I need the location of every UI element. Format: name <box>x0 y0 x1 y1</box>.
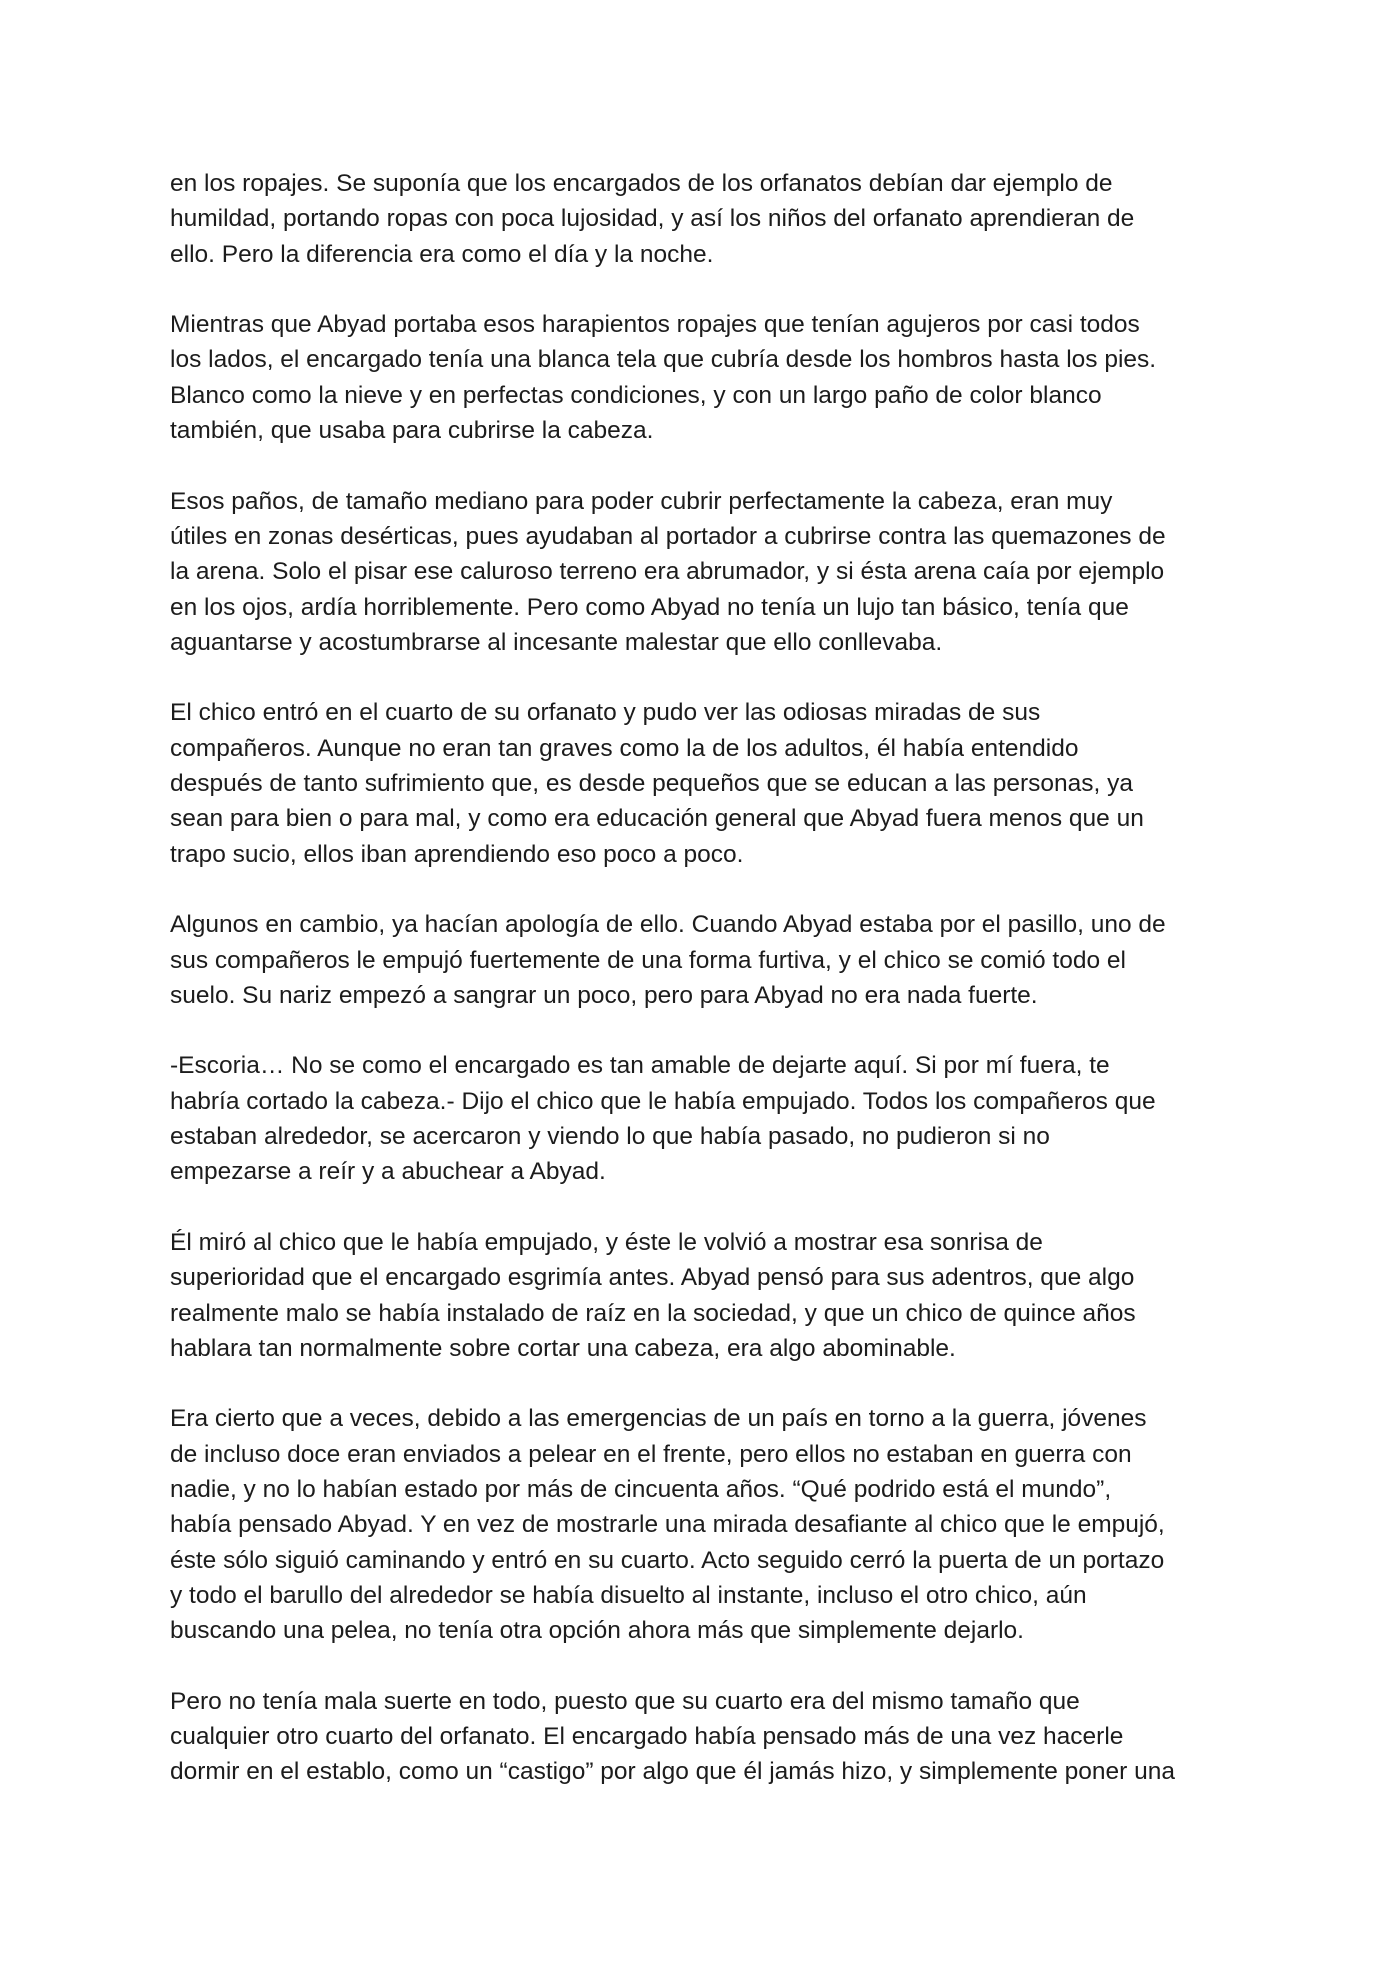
text-line: nadie, y no lo habían estado por más de cincuenta años. “Qué podrido está el mundo”, <box>170 1475 1112 1503</box>
text-line: Él miró al chico que le había empujado, y éste le volvió a mostrar esa sonrisa de <box>170 1228 1043 1256</box>
text-line: Esos paños, de tamaño mediano para poder cubrir perfectamente la cabeza, eran muy <box>170 487 1113 515</box>
text-line: superioridad que el encargado esgrimía antes. Abyad pensó para sus adentros, que algo <box>170 1264 1135 1292</box>
text-line: útiles en zonas desérticas, pues ayudaban al portador a cubrirse contra las quemazones de <box>170 522 1166 550</box>
paragraph <box>170 166 1250 272</box>
text-line: trapo sucio, ellos iban aprendiendo eso poco a poco. <box>170 840 744 868</box>
text-line: éste sólo siguió caminando y entró en su cuarto. Acto seguido cerró la puerta de un portazo <box>170 1546 1165 1574</box>
paragraph <box>170 484 1250 660</box>
paragraph <box>170 695 1250 871</box>
text-line: habría cortado la cabeza.- Dijo el chico que le había empujado. Todos los compañeros que <box>170 1087 1156 1115</box>
text-line: sus compañeros le empujó fuertemente de una forma furtiva, y el chico se comió todo el <box>170 946 1126 974</box>
text-line: había pensado Abyad. Y en vez de mostrarle una mirada desafiante al chico que le empujó, <box>170 1511 1165 1539</box>
text-line: humildad, portando ropas con poca lujosidad, y así los niños del orfanato aprendieran de <box>170 205 1135 233</box>
text-line: cualquier otro cuarto del orfanato. El encargado había pensado más de una vez hacerle <box>170 1723 1124 1751</box>
text-line: aguantarse y acostumbrarse al incesante malestar que ello conllevaba. <box>170 628 943 656</box>
text-line: de incluso doce eran enviados a pelear en el frente, pero ellos no estaban en guerra con <box>170 1440 1132 1468</box>
text-line: empezarse a reír y a abuchear a Abyad. <box>170 1158 606 1186</box>
paragraph <box>170 907 1250 1013</box>
text-line: en los ropajes. Se suponía que los encargados de los orfanatos debían dar ejemplo de <box>170 170 1113 197</box>
text-line: -Escoria… No se como el encargado es tan amable de dejarte aquí. Si por mí fuera, te <box>170 1052 1110 1080</box>
text-line: El chico entró en el cuarto de su orfanato y pudo ver las odiosas miradas de sus <box>170 699 1041 727</box>
paragraph <box>170 1401 1250 1648</box>
paragraph <box>170 1225 1250 1366</box>
paragraph <box>170 307 1250 448</box>
text-line: y todo el barullo del alrededor se había disuelto al instante, incluso el otro chico, aún <box>170 1581 1087 1609</box>
text-line: la arena. Solo el pisar ese caluroso terreno era abrumador, y si ésta arena caía por ejemplo <box>170 558 1165 586</box>
text-line: hablara tan normalmente sobre cortar una cabeza, era algo abominable. <box>170 1334 956 1362</box>
text-line: dormir en el establo, como un “castigo” por algo que él jamás hizo, y simplemente poner una <box>170 1758 1176 1786</box>
text-line: realmente malo se había instalado de raíz en la sociedad, y que un chico de quince años <box>170 1299 1136 1327</box>
paragraph <box>170 1684 1250 1790</box>
text-line: buscando una pelea, no tenía otra opción ahora más que simplemente dejarlo. <box>170 1617 1024 1645</box>
text-line: Blanco como la nieve y en perfectas condiciones, y con un largo paño de color blanco <box>170 381 1102 409</box>
text-line: sean para bien o para mal, y como era educación general que Abyad fuera menos que un <box>170 805 1144 833</box>
paragraph <box>170 1048 1250 1189</box>
document-body <box>170 166 1250 1825</box>
text-line: estaban alrededor, se acercaron y viendo lo que había pasado, no pudieron si no <box>170 1123 1050 1151</box>
text-line: en los ojos, ardía horriblemente. Pero como Abyad no tenía un lujo tan básico, tenía que <box>170 593 1129 621</box>
text-line: suelo. Su nariz empezó a sangrar un poco, pero para Abyad no era nada fuerte. <box>170 981 1038 1009</box>
text-line: Era cierto que a veces, debido a las emergencias de un país en torno a la guerra, jóvenes <box>170 1405 1147 1433</box>
text-line: también, que usaba para cubrirse la cabeza. <box>170 417 654 445</box>
text-line: ello. Pero la diferencia era como el día y la noche. <box>170 240 714 268</box>
text-line: Pero no tenía mala suerte en todo, puesto que su cuarto era del mismo tamaño que <box>170 1687 1080 1715</box>
text-line: Mientras que Abyad portaba esos harapientos ropajes que tenían agujeros por casi todos <box>170 311 1140 339</box>
text-line: después de tanto sufrimiento que, es desde pequeños que se educan a las personas, ya <box>170 770 1133 798</box>
text-line: compañeros. Aunque no eran tan graves como la de los adultos, él había entendido <box>170 734 1079 762</box>
text-line: los lados, el encargado tenía una blanca tela que cubría desde los hombros hasta los pies. <box>170 346 1157 374</box>
text-line: Algunos en cambio, ya hacían apología de ello. Cuando Abyad estaba por el pasillo, uno de <box>170 911 1166 939</box>
